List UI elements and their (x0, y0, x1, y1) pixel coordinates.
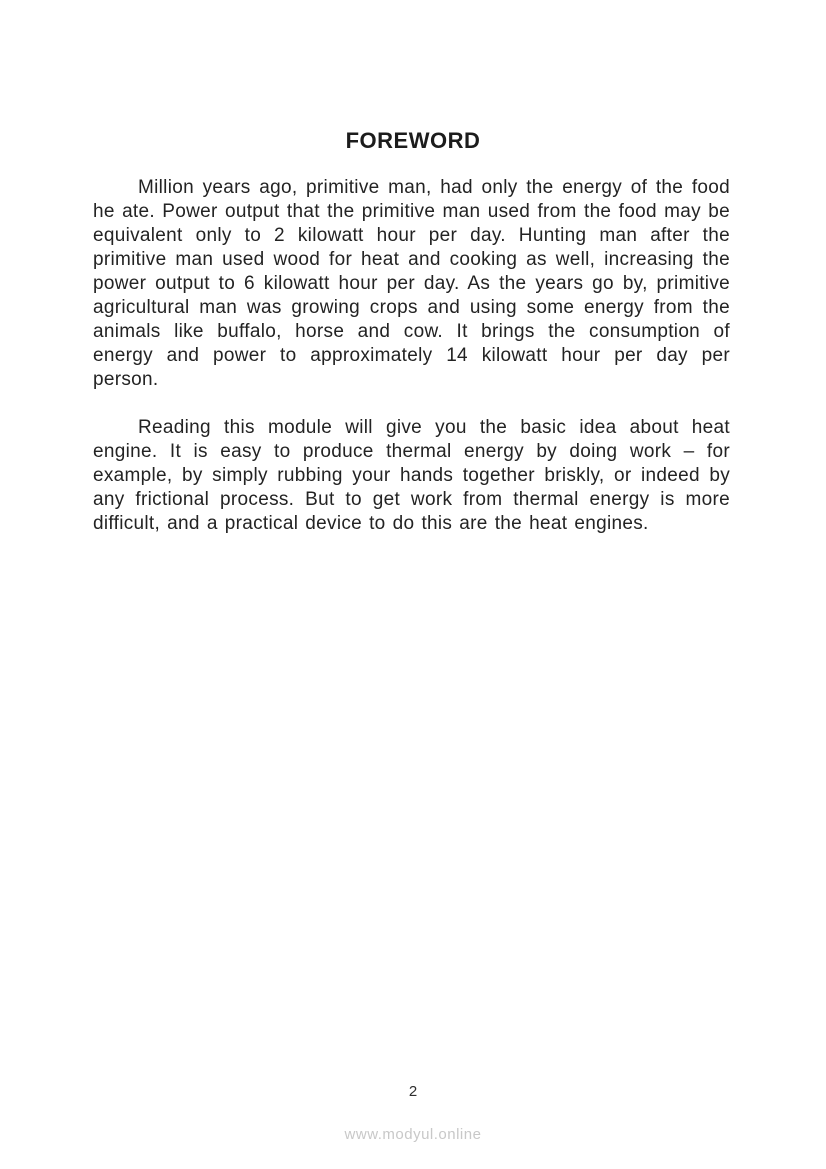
paragraph-1: Million years ago, primitive man, had only the energy of the food he ate. Power output that the primitive man used from the food may be equivalent only to 2 kilowatt hour per day. Hunting man after the primitive man used wood for heat and cooking as well, increasing the power output to 6 kilowatt hour per day. As the years go by, primitive agricultural man was growing crops and using some energy from the animals like buffalo, horse and cow. It brings the consumption of energy and power to approximately 14 kilowatt hour per day per person. (93, 177, 730, 390)
page-number: 2 (408, 1083, 418, 1100)
watermark-text: www.modyul.online (344, 1126, 482, 1143)
document-body (93, 176, 730, 560)
page-title: FOREWORD (345, 128, 481, 153)
paragraph-2: Reading this module will give you the basic idea about heat engine. It is easy to produce thermal energy by doing work – for example, by simply rubbing your hands together briskly, or indeed by any frictional process. But to get work from thermal energy is more difficult, and a practical device to do this are the heat engines. (93, 417, 730, 534)
